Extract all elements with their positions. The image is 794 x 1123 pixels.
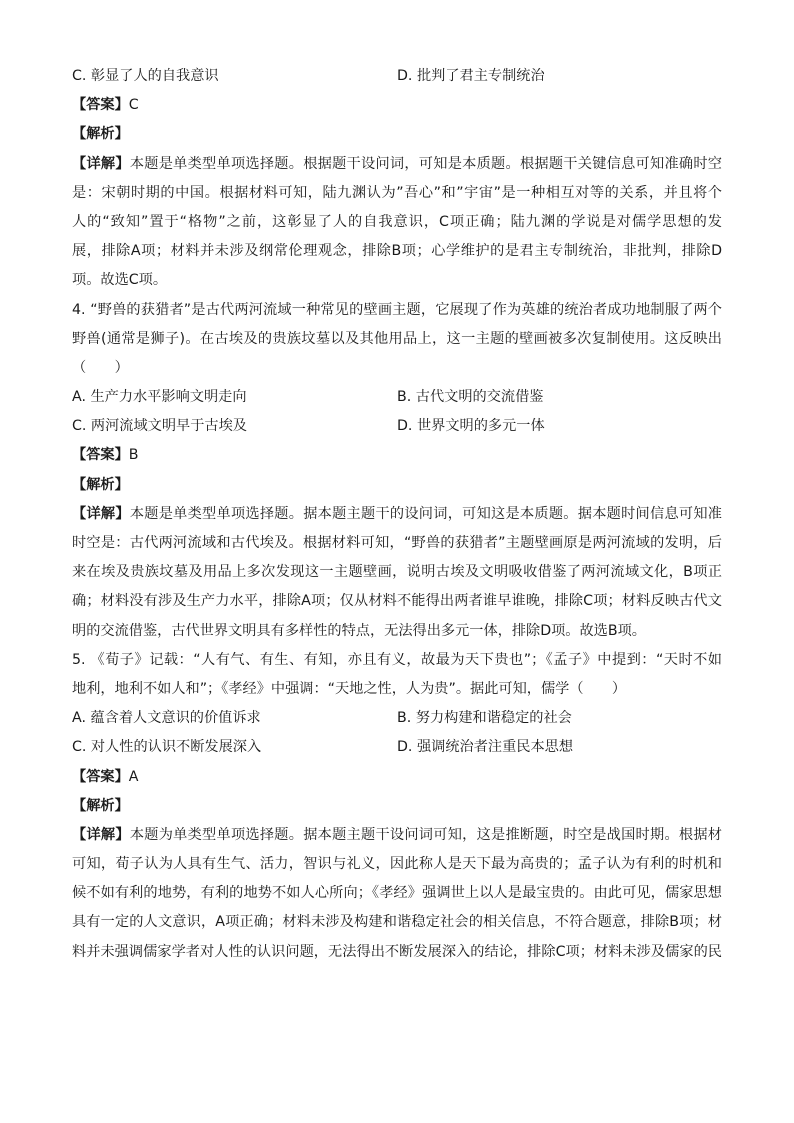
answer-tag: 【答案】 — [72, 97, 129, 114]
detail-tag: 【详解】 — [72, 826, 130, 843]
q5-option-d: D. 强调统治者注重民本思想 — [397, 739, 574, 756]
q3-detail-line: 展，排除A项；材料并未涉及纲常伦理观念，排除B项；心学维护的是君主专制统治，非批判，排除D — [72, 243, 722, 260]
q3-answer — [72, 91, 722, 120]
q5-detail-line: 料并未强调儒家学者对人性的认识问题，无法得出不断发展深入的结论，排除C项；材料未涉及儒家的民 — [72, 943, 722, 960]
q4-answer — [72, 441, 722, 470]
q4-analysis-tag: 【解析】 — [72, 476, 129, 493]
q3-option-c: C. 彰显了人的自我意识 — [72, 68, 219, 84]
q4-stem-line: （ ） — [72, 359, 129, 376]
q5-options-row-cd — [72, 733, 722, 762]
q5-option-a: A. 蕴含着人文意识的价值诉求 — [72, 710, 261, 727]
q5-analysis-tag: 【解析】 — [72, 797, 129, 814]
q5-stem-line: 地利，地利不如人和”；《孝经》中强调：“天地之性，人为贵”。据此可知，儒学（ ） — [72, 680, 627, 697]
answer-value: B — [128, 447, 139, 464]
q5-options-row-ab — [72, 704, 722, 733]
q4-option-c: C. 两河流域文明早于古埃及 — [72, 418, 247, 435]
q5-detail-line: 具有一定的人文意识，A项正确；材料未涉及构建和谐稳定社会的相关信息，不符合题意，排除B项；材 — [72, 914, 722, 931]
detail-text: 本题是单类型单项选择题。据本题主题干的设问词，可知这是本质题。据本题时间信息可知准 — [129, 505, 722, 522]
answer-tag: 【答案】 — [72, 768, 129, 785]
q5-answer — [72, 763, 722, 792]
q4-detail-line: 来在埃及贵族坟墓及用品上多次发现这一主题壁画，说明古埃及文明吸收借鉴了两河流域文化，B项正 — [72, 564, 722, 581]
q4-detail-line: 时空是：古代两河流域和古代埃及。根据材料可知，“野兽的获猎者”主题壁画原是两河流域的发明，后 — [72, 535, 722, 551]
q4-detail-line: 明的交流借鉴，古代世界文明具有多样性的特点，无法得出多元一体，排除D项。故选B项。 — [72, 622, 646, 639]
detail-tag: 【详解】 — [72, 155, 130, 172]
q3-analysis-tag: 【解析】 — [72, 126, 129, 143]
q4-option-d: D. 世界文明的多元一体 — [397, 418, 545, 435]
detail-tag: 【详解】 — [72, 505, 130, 522]
q4-stem-line: 野兽(通常是狮子)。在古埃及的贵族坟墓以及其他用品上，这一主题的壁画被多次复制使用。这反映出 — [72, 330, 722, 347]
q5-detail-line: 候不如有利的地势，有利的地势不如人心所向；《孝经》强调世上以人是最宝贵的。由此可见，儒家思想 — [72, 885, 722, 902]
q3-detail-line — [72, 150, 722, 179]
q4-options-row-ab — [72, 383, 722, 412]
q4-option-b: B. 古代文明的交流借鉴 — [397, 389, 544, 406]
q5-detail-line — [72, 821, 722, 850]
q3-detail-line: 是：宋朝时期的中国。根据材料可知，陆九渊认为”吾心”和”宇宙”是一种相互对等的关系，并且将个 — [72, 184, 722, 201]
q5-detail-line: 可知，荀子认为人具有生气、活力，智识与礼义，因此称人是天下最为高贵的；孟子认为有利的时机和 — [72, 856, 722, 873]
q4-options-row-cd — [72, 412, 722, 441]
q4-detail-line — [72, 500, 722, 529]
q3-option-d: D. 批判了君主专制统治 — [397, 68, 545, 84]
q5-option-b: B. 努力构建和谐稳定的社会 — [397, 710, 572, 727]
q3-detail-line: 人的“致知”置于“格物”之前，这彰显了人的自我意识，C项正确；陆九渊的学说是对儒学思想的发 — [72, 213, 722, 230]
q3-options-row-cd — [72, 62, 722, 91]
q4-option-a: A. 生产力水平影响文明走向 — [72, 389, 247, 406]
answer-tag: 【答案】 — [72, 447, 129, 464]
answer-value: C — [128, 97, 139, 114]
q5-stem-line: 5. 《荀子》记载：“人有气、有生、有知，亦且有义，故最为天下贵也”；《孟子》中提到：“天时不如 — [72, 651, 722, 668]
q3-detail-line: 项。故选C项。 — [72, 272, 168, 289]
answer-value: A — [128, 768, 139, 785]
q5-option-c: C. 对人性的认识不断发展深入 — [72, 739, 262, 756]
detail-text: 本题为单类型单项选择题。据本题主题干设问词可知，这是推断题，时空是战国时期。根据材 — [129, 826, 722, 843]
q4-detail-line: 确；材料没有涉及生产力水平，排除A项；仅从材料不能得出两者谁早谁晚，排除C项；材料反映古代文 — [72, 593, 722, 610]
detail-text: 本题是单类型单项选择题。根据题干设问词，可知是本质题。根据题干关键信息可知准确时空 — [129, 155, 722, 172]
q4-stem-line: 4. “野兽的获猎者”是古代两河流域一种常见的壁画主题，它展现了作为英雄的统治者成功地制服了两个 — [72, 301, 722, 318]
document-page — [72, 62, 722, 967]
